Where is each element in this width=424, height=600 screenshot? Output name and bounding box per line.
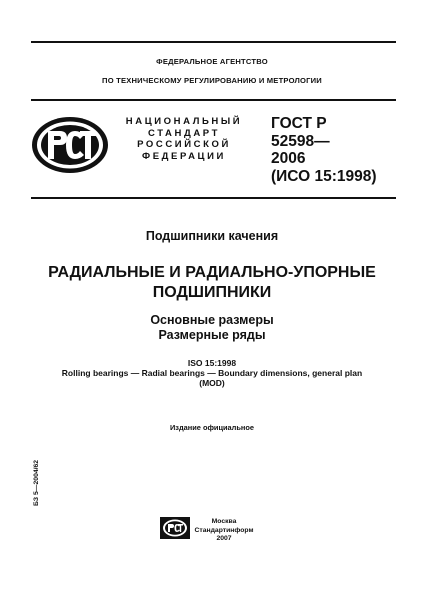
national-line-4: ФЕДЕРАЦИИ	[142, 150, 226, 162]
rst-logo-icon	[30, 115, 110, 175]
document-title-line-1: РАДИАЛЬНЫЕ И РАДИАЛЬНО-УПОРНЫЕ	[48, 264, 376, 281]
iso-reference: ISO 15:1998	[187, 358, 237, 368]
edition-label: Издание официальное	[169, 423, 254, 432]
national-line-3: РОССИЙСКОЙ	[137, 139, 231, 150]
agency-line-2: ПО ТЕХНИЧЕСКОМУ РЕГУЛИРОВАНИЮ И МЕТРОЛОГИИ	[102, 76, 322, 85]
document-subtitle-line-1: Основные размеры	[150, 313, 274, 327]
publisher-name: Стандартинформ	[194, 526, 254, 534]
gost-line-1: ГОСТ Р	[271, 115, 327, 132]
publisher-city: Москва	[211, 518, 237, 525]
gost-line-3: 2006	[271, 150, 306, 167]
document-subtitle-line-2: Размерные ряды	[158, 328, 266, 342]
top-rule	[31, 41, 396, 43]
national-standard-label	[118, 116, 250, 162]
header-rule	[31, 99, 396, 101]
document-subject: Подшипники качения	[145, 229, 279, 243]
gost-line-4: (ИСО 15:1998)	[271, 167, 377, 185]
agency-line-1: ФЕДЕРАЛЬНОЕ АГЕНТСТВО	[156, 57, 268, 66]
national-line-1: НАЦИОНАЛЬНЫЙ	[125, 116, 243, 127]
publisher-year: 2007	[216, 535, 232, 542]
side-code: БЗ 5—2004/62	[33, 459, 40, 506]
english-title-line-1: Rolling bearings — Radial bearings — Boundary dimensions, general plan	[61, 368, 363, 378]
national-line-2: СТАНДАРТ	[148, 127, 220, 139]
publisher-logo	[160, 517, 190, 539]
publisher-emblem-icon	[160, 517, 190, 539]
mid-rule	[31, 197, 396, 199]
publisher-info	[194, 518, 254, 544]
gost-designation	[271, 115, 401, 185]
document-title-line-2: ПОДШИПНИКИ	[152, 284, 272, 301]
english-title-line-2: (MOD)	[199, 378, 225, 388]
gost-line-2: 52598—	[271, 132, 330, 150]
gost-r-logo	[30, 115, 110, 175]
